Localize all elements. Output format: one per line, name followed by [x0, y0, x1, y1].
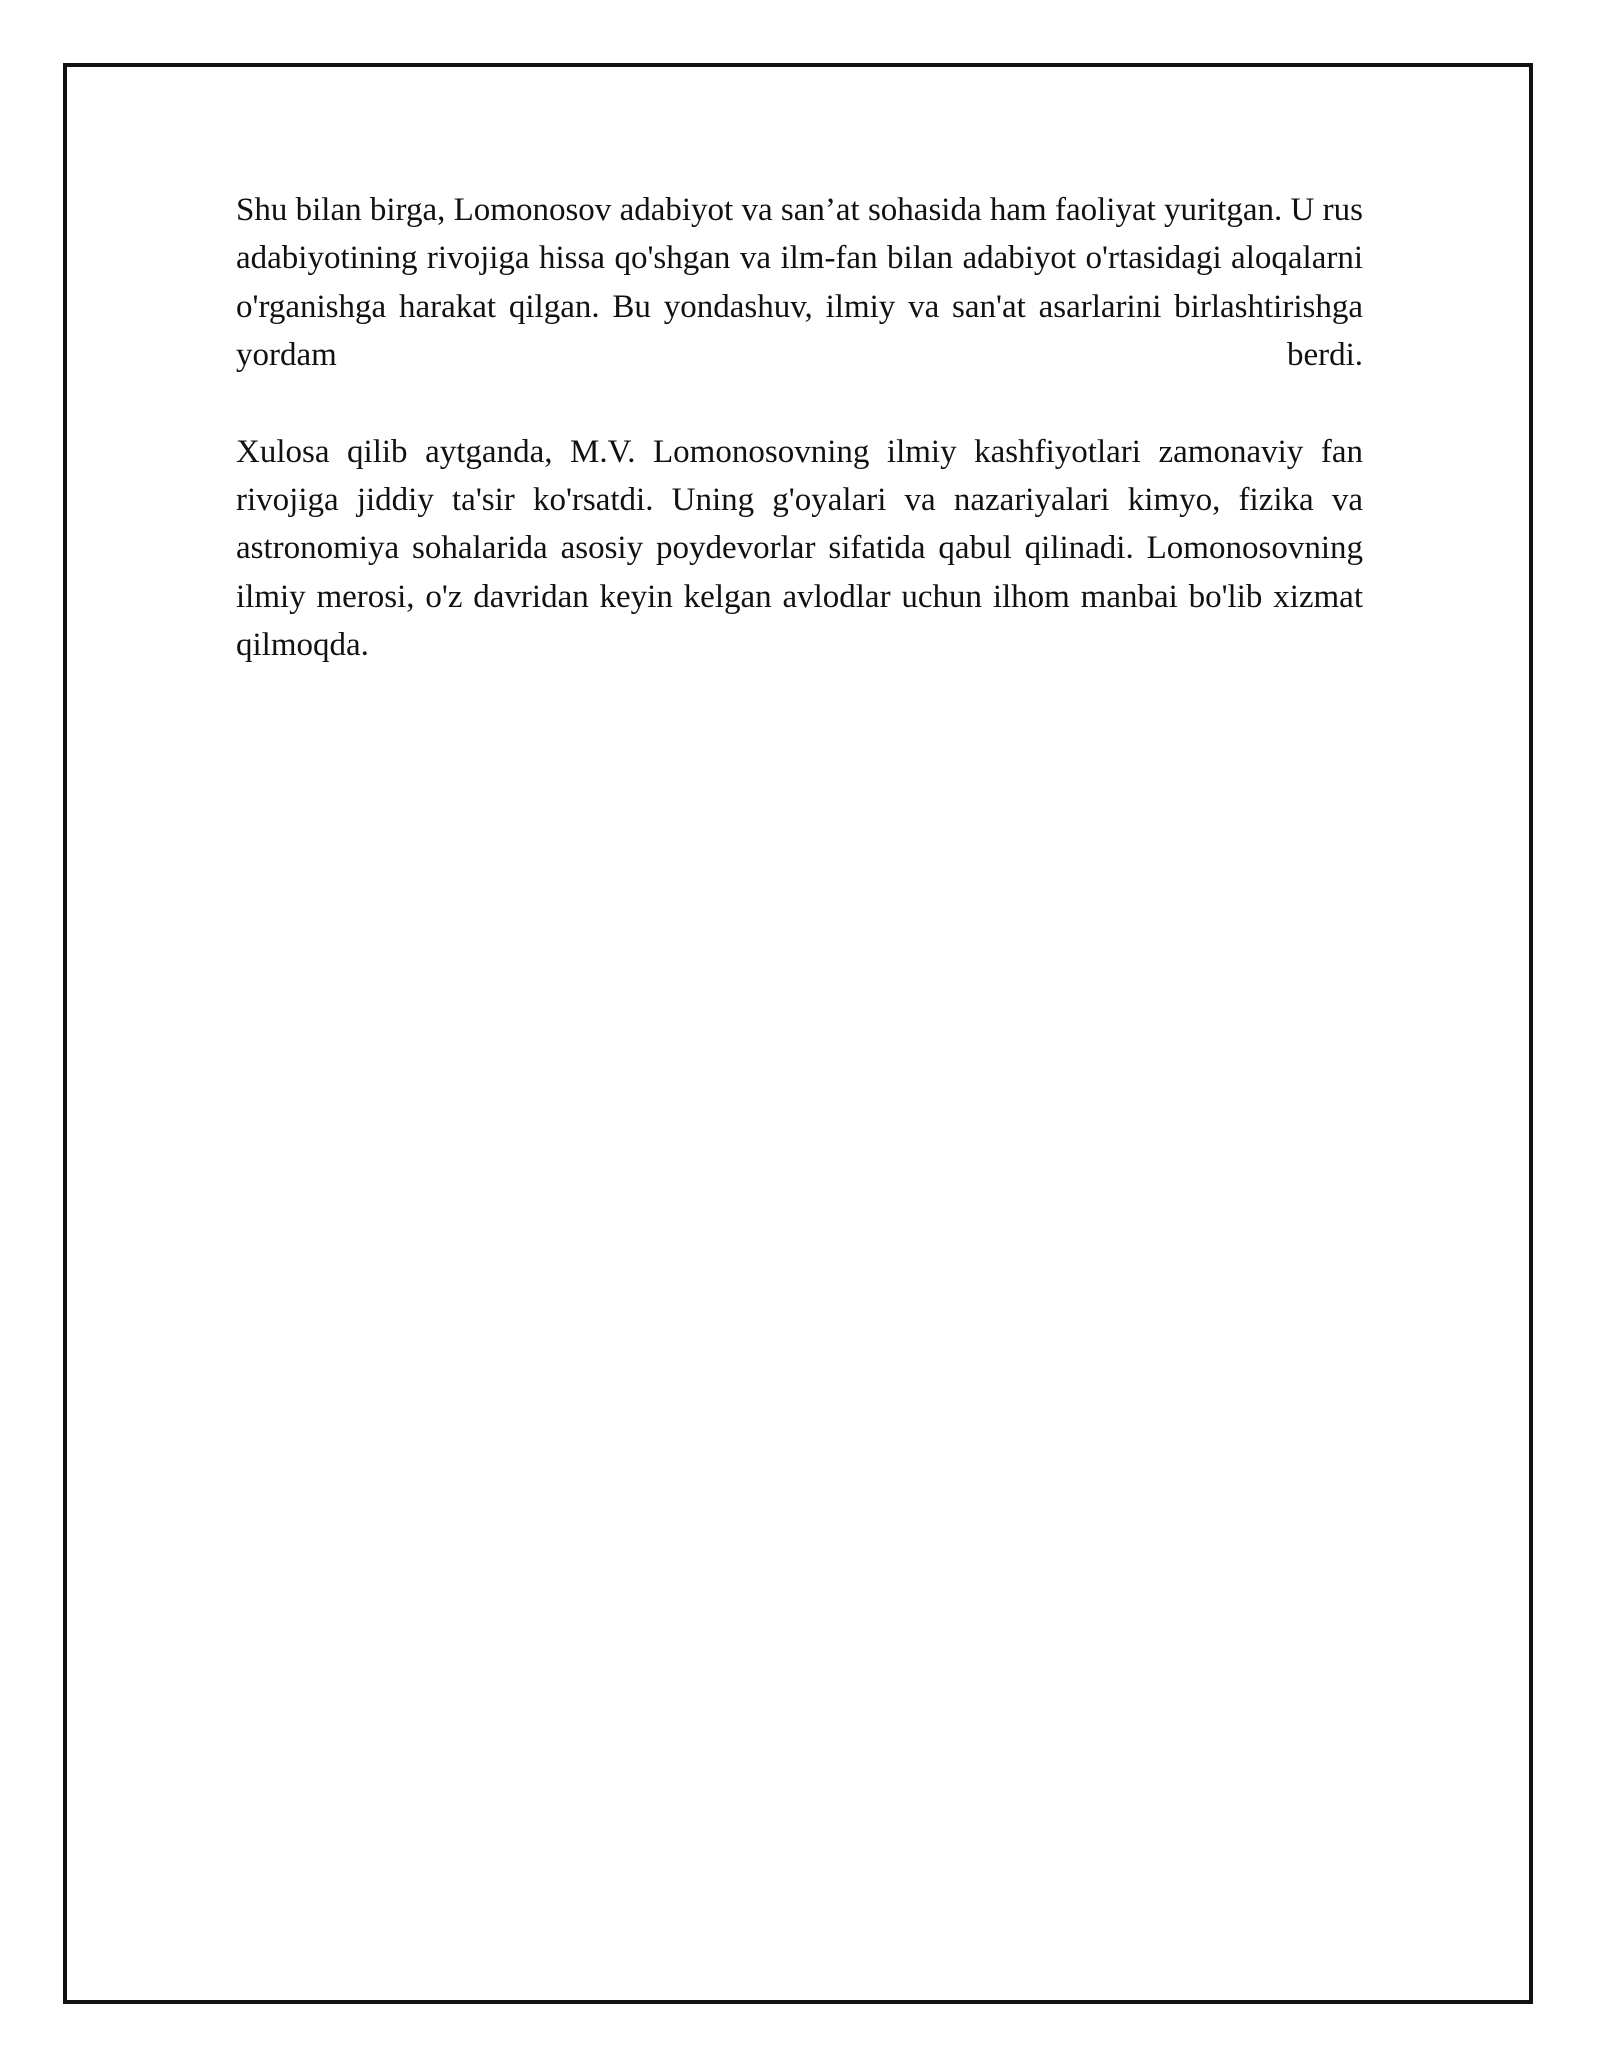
document-body	[236, 186, 1363, 670]
paragraph-lomonosov-literature: Shu bilan birga, Lomonosov adabiyot va san’at sohasida ham faoliyat yuritgan. U rus adabiyotining rivojiga hissa qo'shgan va ilm-fan bilan adabiyot o'rtasidagi aloqalarni o'rganishga harakat qilgan. Bu yondashuv, ilmiy va san'at asarlarini birlashtirishga yordam berdi.	[236, 192, 1363, 374]
paragraph-conclusion: Xulosa qilib aytganda, M.V. Lomonosovning ilmiy kashfiyotlari zamonaviy fan rivojiga jiddiy ta'sir ko'rsatdi. Uning g'oyalari va nazariyalari kimyo, fizika va astronomiya sohalarida asosiy poydevorlar sifatida qabul qilinadi. Lomonosovning ilmiy merosi, o'z davridan keyin kelgan avlodlar uchun ilhom manbai bo'lib xizmat qilmoqda.	[236, 433, 1363, 664]
